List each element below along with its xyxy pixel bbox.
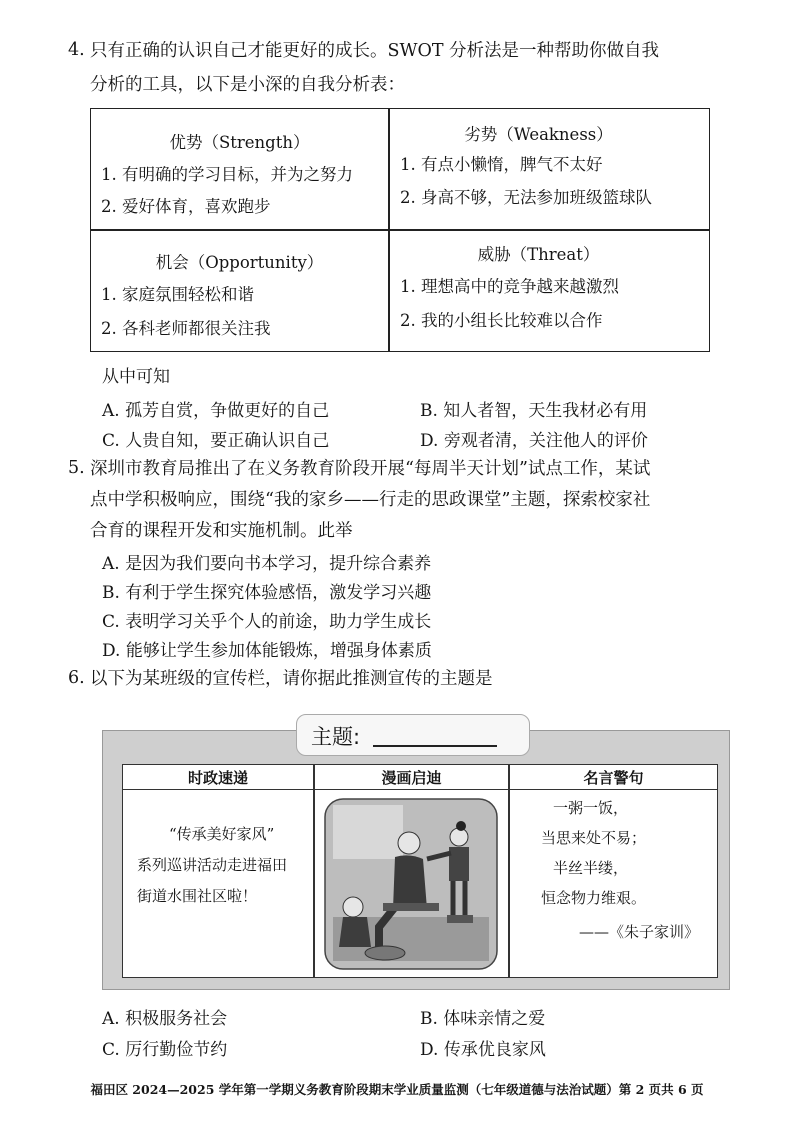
col-news-title: 时政速递 <box>187 769 248 787</box>
weakness-cell <box>390 109 687 229</box>
col-comic-title: 漫画启迪 <box>381 769 442 787</box>
q4-number: 4. <box>68 40 85 60</box>
quote-line: 半丝半缕， <box>553 859 629 877</box>
q4-stem: 从中可知 <box>102 367 170 387</box>
table-divider <box>508 765 510 977</box>
q4-option-a: A. 孤芳自赏，争做更好的自己 <box>102 401 330 421</box>
stool-icon <box>447 915 473 923</box>
q4-text-line1: 只有正确的认识自己才能更好的成长。SWOT 分析法是一种帮助你做自我 <box>90 41 660 61</box>
page-footer: 福田区 2024—2025 学年第一学期义务教育阶段期末学业质量监测（七年级道德与法治试题）第 2 页共 6 页 <box>90 1082 704 1097</box>
news-line: 街道水围社区啦！ <box>137 887 258 905</box>
opportunity-item: 2. 各科老师都很关注我 <box>101 319 271 338</box>
threat-title: 威胁（Threat） <box>477 245 600 264</box>
child-body-icon <box>449 847 469 881</box>
opportunity-title: 机会（Opportunity） <box>155 253 324 272</box>
strength-item: 1. 有明确的学习目标，并为之努力 <box>101 165 353 184</box>
q5-text-line1: 深圳市教育局推出了在义务教育阶段开展“每周半天计划”试点工作，某试 <box>90 459 651 479</box>
quote-source: ——《朱子家训》 <box>579 923 700 941</box>
theme-blank-line <box>373 745 497 747</box>
comic-window <box>333 805 403 859</box>
q6-number: 6. <box>68 668 85 688</box>
strength-item: 2. 爱好体育，喜欢跑步 <box>101 197 271 216</box>
q5-text-line2: 点中学积极响应，围绕“我的家乡——行走的思政课堂”主题，探索校家社 <box>90 490 651 510</box>
theme-banner <box>296 714 530 756</box>
q5-option-d: D. 能够让学生参加体能锻炼，增强身体素质 <box>102 641 432 661</box>
child-hairbun-icon <box>456 821 466 831</box>
swot-table <box>90 108 710 352</box>
theme-label: 主题: <box>311 725 361 749</box>
threat-cell <box>390 231 687 351</box>
q6-option-b: B. 体味亲情之爱 <box>420 1009 546 1029</box>
table-divider <box>313 765 315 977</box>
q6-text-line1: 以下为某班级的宣传栏，请你据此推测宣传的主题是 <box>90 669 493 689</box>
strength-title: 优势（Strength） <box>169 133 310 152</box>
quote-line: 一粥一饭， <box>553 799 629 817</box>
q4-option-d: D. 旁观者清，关注他人的评价 <box>420 431 648 451</box>
q5-text-line3: 合育的课程开发和实施机制。此举 <box>90 521 353 541</box>
q5-number: 5. <box>68 458 85 478</box>
q5-option-b: B. 有利于学生探究体验感悟，激发学习兴趣 <box>102 583 432 603</box>
opportunity-cell <box>91 231 388 351</box>
woman-body-icon <box>339 917 371 947</box>
threat-item: 2. 我的小组长比较难以合作 <box>400 311 603 330</box>
washbasin-icon <box>365 946 405 960</box>
weakness-item: 1. 有点小懒惰，脾气不太好 <box>400 155 603 174</box>
threat-item: 1. 理想高中的竞争越来越激烈 <box>400 277 619 296</box>
weakness-title: 劣势（Weakness） <box>464 125 613 144</box>
comic-illustration <box>323 797 499 973</box>
opportunity-item: 1. 家庭氛围轻松和谐 <box>101 285 254 304</box>
child-head-icon <box>450 828 468 846</box>
bulletin-table <box>122 764 718 978</box>
strength-cell <box>91 109 388 229</box>
q4-option-c: C. 人贵自知，要正确认识自己 <box>102 431 330 451</box>
q6-option-d: D. 传承优良家风 <box>420 1040 546 1060</box>
q6-option-a: A. 积极服务社会 <box>102 1009 228 1029</box>
q6-option-c: C. 厉行勤俭节约 <box>102 1040 228 1060</box>
news-line: “传承美好家风” <box>169 825 275 843</box>
q4-option-b: B. 知人者智，天生我材必有用 <box>420 401 648 421</box>
q4-text-line2: 分析的工具，以下是小深的自我分析表： <box>90 75 405 95</box>
weakness-item: 2. 身高不够，无法参加班级篮球队 <box>400 188 652 207</box>
woman-head-icon <box>343 897 363 917</box>
chair-icon <box>383 903 439 911</box>
q5-option-c: C. 表明学习关乎个人的前途，助力学生成长 <box>102 612 432 632</box>
col-quote-title: 名言警句 <box>583 769 644 787</box>
q5-option-a: A. 是因为我们要向书本学习，提升综合素养 <box>102 554 432 574</box>
quote-line: 当思来处不易； <box>541 829 647 847</box>
news-line: 系列巡讲活动走进福田 <box>137 856 288 874</box>
elder-head-icon <box>398 832 420 854</box>
quote-line: 恒念物力维艰。 <box>541 889 647 907</box>
elder-body-icon <box>393 855 427 909</box>
